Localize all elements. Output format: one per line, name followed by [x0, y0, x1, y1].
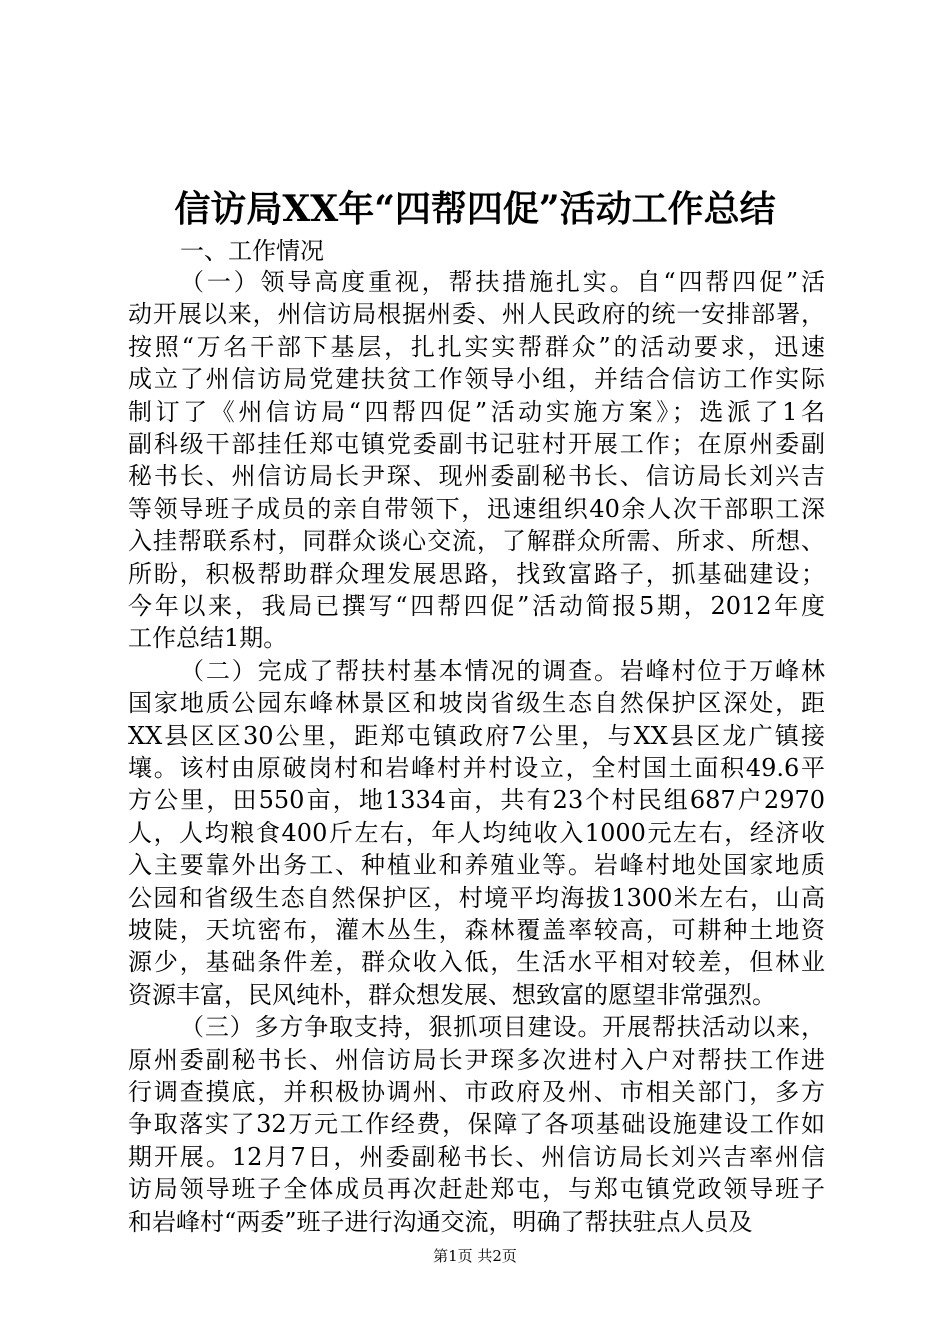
paragraph-line: 壤。该村由原破岗村和岩峰村并村设立，全村国土面积49.6平	[128, 754, 825, 782]
paragraph-line: 和岩峰村“两委”班子进行沟通交流，明确了帮扶驻点人员及	[128, 1207, 753, 1236]
paragraph-line: 工作总结1期。	[128, 624, 288, 653]
paragraph-line: 公园和省级生态自然保护区，村境平均海拔1300米左右，山高	[128, 883, 825, 912]
page-footer: 第1页 共2页	[433, 1247, 517, 1265]
paragraph-line: （三）多方争取支持，狠抓项目建设。开展帮扶活动以来，	[180, 1013, 825, 1042]
paragraph-line: 资源丰富，民风纯朴，群众想发展、想致富的愿望非常强烈。	[128, 980, 776, 1009]
paragraph-line: 期开展。12月7日，州委副秘书长、州信访局长刘兴吉率州信	[128, 1142, 825, 1171]
paragraph-line: 方公里，田550亩，地1334亩，共有23个村民组687户2970	[128, 786, 825, 815]
paragraph-line: 访局领导班子全体成员再次赶赴郑屯，与郑屯镇党政领导班子	[128, 1175, 825, 1204]
paragraph-line: 原州委副秘书长、州信访局长尹琛多次进村入户对帮扶工作进	[128, 1045, 825, 1074]
paragraph-line: 今年以来，我局已撰写“四帮四促”活动简报5期，2012年度	[128, 592, 825, 620]
section-heading: 一、工作情况	[180, 237, 324, 265]
paragraph-line: 争取落实了32万元工作经费，保障了各项基础设施建设工作如	[128, 1110, 825, 1139]
paragraph-line: 入主要靠外出务工、种植业和养殖业等。岩峰村地处国家地质	[128, 851, 825, 880]
paragraph-line: 副科级干部挂任郑屯镇党委副书记驻村开展工作；在原州委副	[128, 430, 825, 458]
paragraph-line: 国家地质公园东峰林景区和坡岗省级生态自然保护区深处，距	[128, 689, 825, 718]
paragraph-line: 所盼，积极帮助群众理发展思路，找致富路子，抓基础建设；	[128, 559, 825, 588]
paragraph-line: 入挂帮联系村，同群众谈心交流，了解群众所需、所求、所想、	[128, 527, 825, 556]
paragraph-line: 制订了《州信访局“四帮四促”活动实施方案》；选派了1名	[128, 397, 825, 426]
paragraph-line: XX县区区30公里，距郑屯镇政府7公里，与XX县区龙广镇接	[128, 721, 825, 750]
paragraph-line: 源少，基础条件差，群众收入低，生活水平相对较差，但林业	[128, 948, 825, 977]
paragraph-line: 动开展以来，州信访局根据州委、州人民政府的统一安排部署，	[128, 300, 825, 329]
paragraph-line: 成立了州信访局党建扶贫工作领导小组，并结合信访工作实际	[128, 365, 825, 394]
paragraph-line: （二）完成了帮扶村基本情况的调查。岩峰村位于万峰林	[180, 656, 825, 685]
paragraph-line: 秘书长、州信访局长尹琛、现州委副秘书长、信访局长刘兴吉	[128, 462, 825, 491]
paragraph-line: （一）领导高度重视，帮扶措施扎实。自“四帮四促”活	[180, 268, 825, 296]
page-title: 信访局XX年“四帮四促”活动工作总结	[174, 188, 776, 230]
paragraph-line: 坡陡，天坑密布，灌木丛生，森林覆盖率较高，可耕种土地资	[128, 916, 825, 944]
paragraph-line: 人，人均粮食400斤左右，年人均纯收入1000元左右，经济收	[128, 818, 825, 847]
paragraph-line: 按照“万名干部下基层，扎扎实实帮群众”的活动要求，迅速	[128, 332, 825, 361]
paragraph-line: 行调查摸底，并积极协调州、市政府及州、市相关部门，多方	[128, 1078, 825, 1106]
paragraph-line: 等领导班子成员的亲自带领下，迅速组织40余人次干部职工深	[128, 494, 825, 523]
